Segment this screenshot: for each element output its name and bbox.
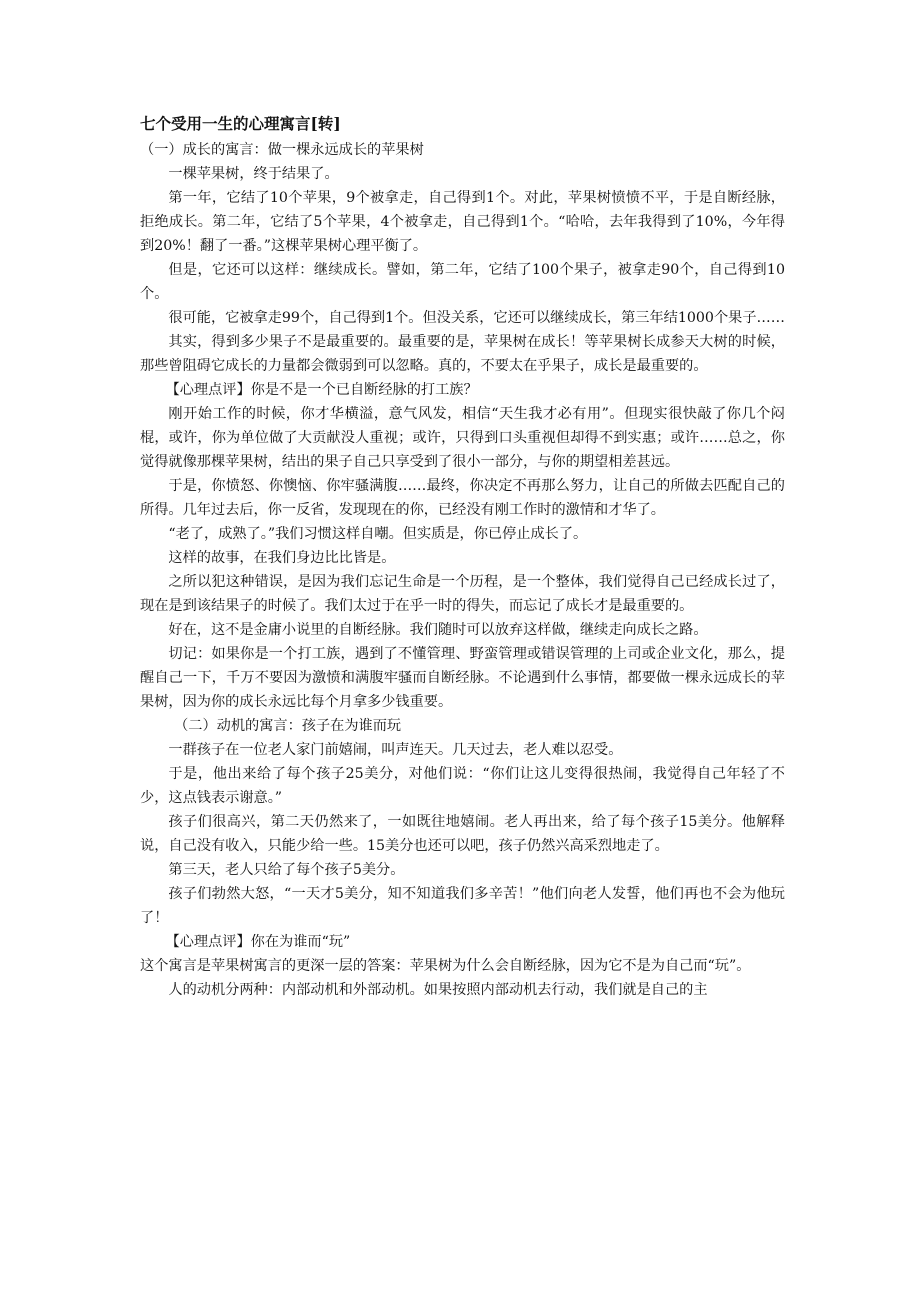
paragraph: 孩子们很高兴，第二天仍然来了，一如既往地嬉闹。老人再出来，给了每个孩子15美分。他解释说，自己没有收入，只能少给一些。15美分也还可以吧，孩子仍然兴高采烈地走了。 <box>140 814 785 854</box>
paragraph: 很可能，它被拿走99个，自己得到1个。但没关系，它还可以继续成长，第三年结1000个果子…… <box>168 310 785 326</box>
document-title: 七个受用一生的心理寓言[转] <box>140 114 341 133</box>
document-page <box>140 112 785 1002</box>
paragraph: 一群孩子在一位老人家门前嬉闹，叫声连天。几天过去，老人难以忍受。 <box>168 742 623 758</box>
paragraph: 但是，它还可以这样：继续成长。譬如，第二年，它结了100个果子，被拿走90个，自己得到10个。 <box>140 262 785 302</box>
paragraph: 第一年，它结了10个苹果，9个被拿走，自己得到1个。对此，苹果树愤愤不平，于是自断经脉，拒绝成长。第二年，它结了5个苹果，4个被拿走，自己得到1个。“哈哈，去年我得到了10%，今年得到20%！翻了一番。”这棵苹果树心理平衡了。 <box>140 190 785 254</box>
paragraph: 第三天，老人只给了每个孩子5美分。 <box>168 862 405 878</box>
paragraph: 其实，得到多少果子不是最重要的。最重要的是，苹果树在成长！等苹果树长成参天大树的时候，那些曾阻碍它成长的力量都会微弱到可以忽略。真的，不要太在乎果子，成长是最重要的。 <box>140 334 785 374</box>
section-2-heading: （二）动机的寓言：孩子在为谁而玩 <box>174 718 402 734</box>
paragraph: 切记：如果你是一个打工族，遇到了不懂管理、野蛮管理或错误管理的上司或企业文化，那么，提醒自己一下，千万不要因为激愤和满腹牢骚而自断经脉。不论遇到什么事情，都要做一棵永远成长的苹果树，因为你的成长永远比每个月拿多少钱重要。 <box>140 646 785 710</box>
paragraph: 之所以犯这种错误，是因为我们忘记生命是一个历程，是一个整体，我们觉得自己已经成长过了，现在是到该结果子的时候了。我们太过于在乎一时的得失，而忘记了成长才是最重要的。 <box>140 574 785 614</box>
paragraph: 刚开始工作的时候，你才华横溢，意气风发，相信“天生我才必有用”。但现实很快敲了你几个闷棍，或许，你为单位做了大贡献没人重视；或许，只得到口头重视但却得不到实惠；或许……总之，你觉得就像那棵苹果树，结出的果子自己只享受到了很小一部分，与你的期望相差甚远。 <box>140 406 785 470</box>
paragraph: 孩子们勃然大怒，“一天才5美分，知不知道我们多辛苦！”他们向老人发誓，他们再也不会为他玩了！ <box>140 886 785 926</box>
psychology-comment-2: 【心理点评】你在为谁而“玩” <box>165 934 351 950</box>
paragraph: 好在，这不是金庸小说里的自断经脉。我们随时可以放弃这样做，继续走向成长之路。 <box>168 622 708 638</box>
paragraph: 一棵苹果树，终于结果了。 <box>168 166 339 182</box>
paragraph: 于是，你愤怒、你懊恼、你牢骚满腹……最终，你决定不再那么努力，让自己的所做去匹配自己的所得。几年过去后，你一反省，发现现在的你，已经没有刚工作时的激情和才华了。 <box>140 478 785 518</box>
paragraph: 这个寓言是苹果树寓言的更深一层的答案：苹果树为什么会自断经脉，因为它不是为自己而“玩”。 <box>140 958 751 974</box>
section-1-heading: （一）成长的寓言：做一棵永远成长的苹果树 <box>140 142 424 158</box>
paragraph: “老了，成熟了。”我们习惯这样自嘲。但实质是，你已停止成长了。 <box>168 526 588 542</box>
paragraph: 人的动机分两种：内部动机和外部动机。如果按照内部动机去行动，我们就是自己的主 <box>168 982 708 998</box>
psychology-comment-1: 【心理点评】你是不是一个已自断经脉的打工族？ <box>165 382 478 398</box>
paragraph: 于是，他出来给了每个孩子25美分，对他们说：“你们让这儿变得很热闹，我觉得自己年轻了不少，这点钱表示谢意。” <box>140 766 785 806</box>
paragraph: 这样的故事，在我们身边比比皆是。 <box>168 550 396 566</box>
